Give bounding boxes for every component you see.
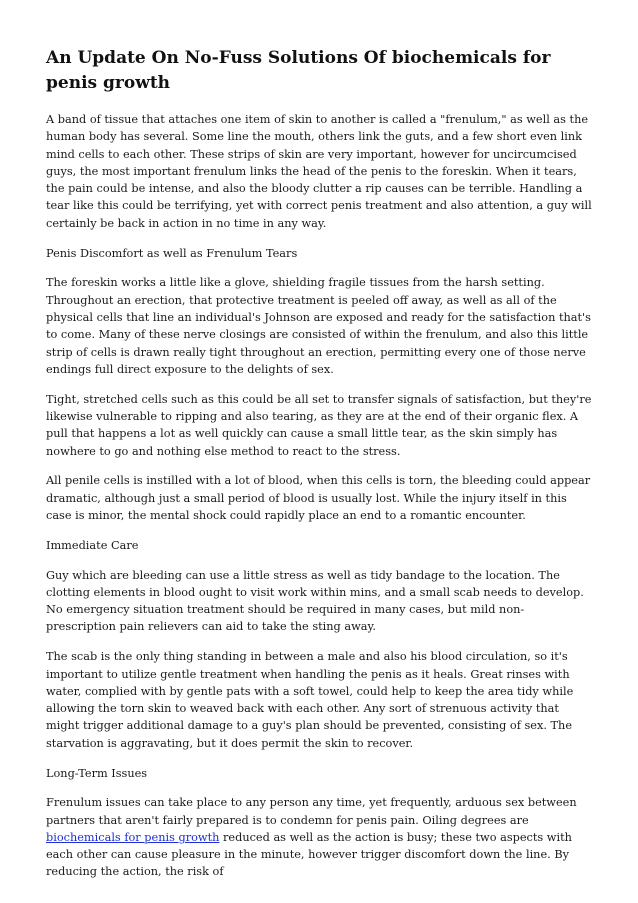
document-page bbox=[46, 46, 594, 893]
section-heading-long-term: Long-Term Issues bbox=[46, 766, 148, 780]
paragraph-text-after-link: reduced as well as the action is busy; these two aspects with each other can cause pleasure in the minute, however trigger discomfort down the line. By reducing the action, the risk of bbox=[46, 830, 572, 879]
page-title: An Update On No-Fuss Solutions Of biochemicals for penis growth bbox=[46, 48, 551, 93]
paragraph-intro: A band of tissue that attaches one item of skin to another is called a "frenulum," as well as the human body has several. Some line the mouth, others link the guts, and a few short even link mind cells to each other. These strips of skin are very important, however for uncircumcised guys, the most important frenulum links the head of the penis to the foreskin. When it tears, the pain could be intense, and also the bloody clutter a rip causes can be terrible. Handling a tear like this could be terrifying, yet with correct penis treatment and also attention, a guy will certainly be back in action in no time in any way. bbox=[46, 113, 592, 230]
paragraph-penile-cells: All penile cells is instilled with a lot of blood, when this cells is torn, the bleeding could appear dramatic, although just a small period of blood is usually lost. While the injury itself in this case is minor, the mental shock could rapidly place an end to a romantic encounter. bbox=[46, 474, 591, 522]
paragraph-text-before-link: Frenulum issues can take place to any person any time, yet frequently, arduous sex between partners that aren't fairly prepared is to condemn for penis pain. Oiling degrees are bbox=[46, 796, 577, 827]
paragraph-long-term-issues bbox=[46, 794, 594, 880]
section-heading-immediate-care: Immediate Care bbox=[46, 538, 139, 552]
paragraph-foreskin: The foreskin works a little like a glove, shielding fragile tissues from the harsh setting. Throughout an erection, that protective treatment is peeled off away, as well as all of the physical cells that line an individual's Johnson are exposed and ready for the satisfaction that's to come. Many of these nerve closings are consisted of within the frenulum, and also this little strip of cells is drawn really tight throughout an erection, permitting every one of those nerve endings full direct exposure to the delights of sex. bbox=[46, 276, 591, 376]
section-heading-frenulum-tears: Penis Discomfort as well as Frenulum Tears bbox=[46, 246, 298, 260]
paragraph-scab: The scab is the only thing standing in between a male and also his blood circulation, so it's important to utilize gentle treatment when handling the penis as it heals. Great rinses with water, complied with by gentle pats with a soft towel, could help to keep the area tidy while allowing the torn skin to weaved back with each other. Any sort of strenuous activity that might trigger additional damage to a guy's plan should be prevented, consisting of sex. The starvation is aggravating, but it does permit the skin to recover. bbox=[46, 650, 574, 750]
paragraph-stretched-cells: Tight, stretched cells such as this could be all set to transfer signals of satisfaction, but they're likewise vulnerable to ripping and also tearing, as they are at the end of their organic flex. A pull that happens a lot as well quickly can cause a small little tear, as the skin simply has nowhere to go and nothing else method to react to the stress. bbox=[46, 392, 592, 458]
paragraph-bleeding-care: Guy which are bleeding can use a little stress as well as tidy bandage to the location. The clotting elements in blood ought to visit work within mins, and a small scab needs to develop. No emergency situation treatment should be required in many cases, but mild non-prescription pain relievers can aid to take the sting away. bbox=[46, 568, 584, 634]
biochemicals-link[interactable]: biochemicals for penis growth bbox=[46, 830, 220, 844]
